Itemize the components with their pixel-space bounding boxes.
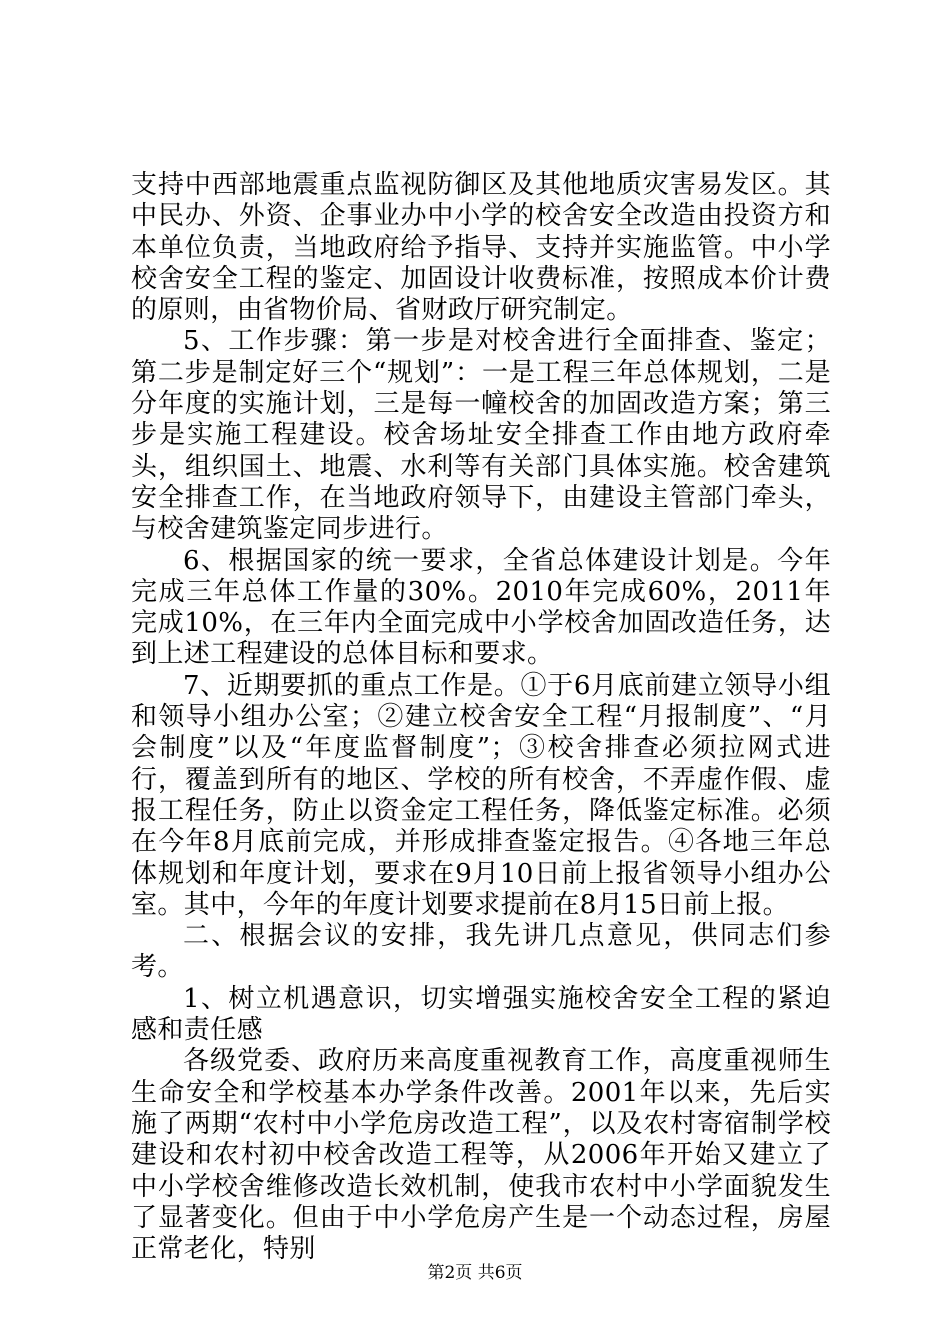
document-body	[131, 170, 831, 1265]
section-heading-2: 二、根据会议的安排，我先讲几点意见，供同志们参考。	[131, 921, 831, 983]
paragraph-3: 6、根据国家的统一要求，全省总体建设计划是。今年完成三年总体工作量的30%。2010年完成60%，2011年完成10%，在三年内全面完成中小学校舍加固改造任务，达到上述工程建设的总体目标和要求。	[131, 545, 831, 670]
paragraph-5: 各级党委、政府历来高度重视教育工作，高度重视师生生命安全和学校基本办学条件改善。2001年以来，先后实施了两期“农村中小学危房改造工程”，以及农村寄宿制学校建设和农村初中校舍改造工程等，从2006年开始又建立了中小学校舍维修改造长效机制，使我市农村中小学面貌发生了显著变化。但由于中小学危房产生是一个动态过程，房屋正常老化，特别	[131, 1046, 831, 1265]
paragraph-1: 支持中西部地震重点监视防御区及其他地质灾害易发区。其中民办、外资、企事业办中小学的校舍安全改造由投资方和本单位负责，当地政府给予指导、支持并实施监管。中小学校舍安全工程的鉴定、加固设计收费标准，按照成本价计费的原则，由省物价局、省财政厅研究制定。	[131, 170, 831, 326]
paragraph-4: 7、近期要抓的重点工作是。①于6月底前建立领导小组和领导小组办公室；②建立校舍安全工程“月报制度”、“月会制度”以及“年度监督制度”；③校舍排查必须拉网式进行，覆盖到所有的地区、学校的所有校舍，不弄虚作假、虚报工程任务，防止以资金定工程任务，降低鉴定标准。必须在今年8月底前完成，并形成排查鉴定报告。④各地三年总体规划和年度计划，要求在9月10日前上报省领导小组办公室。其中，今年的年度计划要求提前在8月15日前上报。	[131, 670, 831, 920]
subsection-heading-1: 1、树立机遇意识，切实增强实施校舍安全工程的紧迫感和责任感	[131, 983, 831, 1046]
page-number-footer: 第2页 共6页	[427, 1263, 523, 1283]
paragraph-2: 5、工作步骤：第一步是对校舍进行全面排查、鉴定；第二步是制定好三个“规划”：一是工程三年总体规划，二是分年度的实施计划，三是每一幢校舍的加固改造方案；第三步是实施工程建设。校舍场址安全排查工作由地方政府牵头，组织国土、地震、水利等有关部门具体实施。校舍建筑安全排查工作，在当地政府领导下，由建设主管部门牵头，与校舍建筑鉴定同步进行。	[131, 326, 831, 545]
